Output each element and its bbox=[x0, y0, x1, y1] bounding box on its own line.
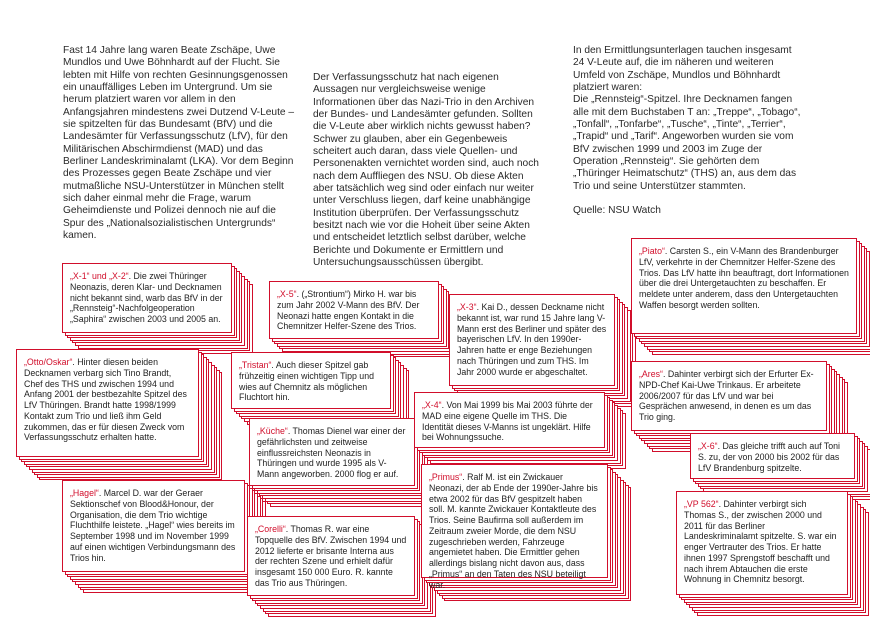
informant-description: . Von Mai 1999 bis Mai 2003 führte der MAD eine eigene Quelle im THS. Die Identität dieses V-Manns ist ungeklärt. Hilfe bei Wohnungssuche. bbox=[422, 400, 593, 443]
informant-card-vp562 bbox=[676, 491, 848, 595]
informant-description: . Thomas R. war eine Topquelle des BfV. Zwischen 1994 und 2012 lieferte er brisante Interna aus der rechten Szene und erhielt dafür insgesamt 150 000 Euro. R. kannte das Trio aus Thüringen. bbox=[255, 524, 407, 588]
informant-name: „Tristan“ bbox=[239, 360, 272, 370]
informant-card-x3 bbox=[449, 294, 615, 386]
informant-name: „Küche“ bbox=[257, 426, 288, 436]
informant-card-piato bbox=[631, 238, 857, 334]
informant-name: „X-4“ bbox=[422, 400, 442, 410]
informant-name: „X-5“ bbox=[277, 289, 297, 299]
informant-description: . („Strontium“) Mirko H. war bis zum Jahr 2002 V-Mann des BfV. Der Neonazi hatte engen Kontakt in die Chemnitzer Helfer-Szene des Trios. bbox=[277, 289, 420, 332]
informant-description: . Carsten S., ein V-Mann des Brandenburger LfV, verkehrte in der Chemnitzer Helfer-Szene des Trios. Das LfV hatte ihn beauftragt, dort Informationen über die drei Untergetauchten zu beschaffen. Er meldete unter anderem, dass den Untergetauchten Waffen besorgt werden sollten. bbox=[639, 246, 849, 310]
informant-name: „Primus“ bbox=[429, 472, 463, 482]
informant-card-corelli bbox=[247, 516, 415, 596]
informant-description: . Hinter diesen beiden Decknamen verbarg sich Tino Brandt, Chef des THS und zwischen 1994 und Anfang 2001 der bestbezahlte Spitzel des LfV Thüringen. Brandt hatte 1998/1999 Kontakt zum Trio und ließ ihm Geld zukommen, das er für diesen Zweck vom Verfassungsschutz erhalten hatte. bbox=[24, 357, 187, 443]
informant-card-x1-x2 bbox=[62, 263, 232, 333]
informant-description: . Kai D., dessen Deckname nicht bekannt ist, war rund 15 Jahre lang V-Mann erst des Berliner und später des bayerischen LfV. In den 1990er-Jahren hatte er enge Beziehungen nach Thüringen und zum THS. Im Jahr 2000 wurde er abgeschaltet. bbox=[457, 302, 607, 377]
informant-card-tristan bbox=[231, 352, 391, 409]
informant-description: . Die zwei Thüringer Neonazis, deren Klar- und Decknamen nicht bekannt sind, warb das BfV in der „Rennsteig“-Nachfolgeoperation „Saphira“ zwischen 2003 und 2005 an. bbox=[70, 271, 223, 324]
informant-name: „VP 562“ bbox=[684, 499, 719, 509]
informant-description: . Dahinter verbirgt sich Thomas S., der zwischen 2000 und 2011 für das Berliner Landeskriminalamt spitzelte. S. war ein enger Vertrauter des Trios. Er hatte ihnen 1997 Sprengstoff beschafft und nach ihrem Abtauchen die erste Wohnung in Chemnitz besorgt. bbox=[684, 499, 837, 585]
informant-name: „X-6“ bbox=[698, 441, 718, 451]
informant-name: „Corelli“ bbox=[255, 524, 286, 534]
informant-description: . Auch dieser Spitzel gab frühzeitig einen wichtigen Tipp und wies auf Chemnitz als möglichen Fluchtort hin. bbox=[239, 360, 374, 403]
informant-card-kueche bbox=[249, 418, 415, 486]
informant-name: „Otto/Oskar“ bbox=[24, 357, 73, 367]
informant-description: . Dahinter verbirgt sich der Erfurter Ex-NPD-Chef Kai-Uwe Trinkaus. Er arbeitete 2006/2007 für das LfV und war bei Gesprächen anwesend, in denen es um das Trio ging. bbox=[639, 369, 814, 422]
informant-description: . Marcel D. war der Geraer Sektionschef von Blood&Honour, der Organisation, die dem Trio wichtige Fluchthilfe leistete. „Hagel“ wies bereits im September 1998 und im November 1999 auf einen wichtigen Verbindungsmann des Trios hin. bbox=[70, 488, 236, 563]
informant-name: „X-3“ bbox=[457, 302, 477, 312]
informant-card-ares bbox=[631, 361, 827, 431]
informant-card-x6 bbox=[690, 433, 855, 479]
intro-text-column-2: Der Verfassungsschutz hat nach eigenen Aussagen nur vergleichsweise wenige Informationen über das Nazi-Trio in den Archiven der Bundes- und Landesämter gefunden. Sollten die V-Leute aber wirklich nichts gewusst haben? Schwer zu glauben, aber ein Gegenbeweis scheitert auch daran, dass viele Quellen- und Personenakten vernichtet worden sind, auch noch nach dem Auffliegen des NSU. Ob diese Akten aber tatsächlich weg sind oder einfach nur weiter unter Verschluss liegen, darf keine unabhängige Institution überprüfen. Der Verfassungsschutz besitzt nach wie vor die Hoheit über seine Akten und entscheidet letztlich selbst darüber, welche Berichte und Dokumente er Ermittlern und Untersuchungsausschüssen übergibt. bbox=[313, 72, 539, 269]
informant-description: . Ralf M. ist ein Zwickauer Neonazi, der ab Ende der 1990er-Jahre bis etwa 2002 für das BfV gespitzelt haben soll. M. kannte Zwickauer Kontaktleute des Trios. Seine Baufirma soll außerdem im Zeitraum zweier Morde, die dem NSU zugeschrieben werden, Fahrzeuge angemietet haben. Die Ermittler gehen allerdings bislang nicht davon aus, dass „Primus“ an den Taten des NSU beteiligt war. bbox=[429, 472, 598, 590]
informant-description: . Das gleiche trifft auch auf Toni S. zu, der von 2000 bis 2002 für das LfV Brandenburg spitzelte. bbox=[698, 441, 840, 473]
informant-name: „X-1“ und „X-2“ bbox=[70, 271, 129, 281]
informant-name: „Hagel“ bbox=[70, 488, 99, 498]
intro-text-column-1: Fast 14 Jahre lang waren Beate Zschäpe, Uwe Mundlos und Uwe Böhnhardt auf der Flucht. Sie lebten mit Hilfe von rechten Gesinnungsgenossen ein unauffälliges Leben im Untergrund. Um sie herum platziert waren vor allem in den Anfangsjahren mindestens zwei Dutzend V-Leute – sie spitzelten für das Bundesamt (BfV) und die Landesämter für Verfassungsschutz (LfV), für den Militärischen Abschirmdienst (MAD) und das Berliner Landeskriminalamt (LKA). Vor dem Beginn des Prozesses gegen Beate Zschäpe und vier mutmaßliche NSU-Unterstützer in München stellt sich daher einmal mehr die Frage, warum Geheimdienste und Polizei dennoch nie auf die Spur des „Nationalsozialistischen Untergrunds“ kamen. bbox=[63, 45, 295, 242]
informant-card-otto-oskar bbox=[16, 349, 199, 457]
intro-text-column-3: In den Ermittlungsunterlagen tauchen insgesamt 24 V-Leute auf, die im näheren und weiteren Umfeld von Zschäpe, Mundlos und Böhnhardt platziert waren: Die „Rennsteig“-Spitzel. Ihre Decknamen fangen alle mit dem Buchstaben T an: „Treppe“, „Tobago“, „Tonfall“, „Tonfarbe“, „Tusche“, „Tinte“, „Terrier“, „Trapid“ und „Tarif“. Angeworben wurden sie vom BfV zwischen 1999 und 2003 im Zuge der Operation „Rennsteig“. Sie gehörten dem „Thüringer Heimatschutz“ (THS) an, aus dem das Trio und seine Unterstützer stammten. Quelle: NSU Watch bbox=[573, 45, 801, 217]
informant-card-x5 bbox=[269, 281, 439, 339]
informant-description: . Thomas Dienel war einer der gefährlichsten und zeitweise einflussreichsten Neonazis in Thüringen und wurde 1995 als V-Mann angeworben. 2000 flog er auf. bbox=[257, 426, 406, 479]
informant-card-hagel bbox=[62, 480, 245, 572]
informant-name: „Piato“ bbox=[639, 246, 665, 256]
informant-card-x4 bbox=[414, 392, 605, 448]
informant-name: „Ares“ bbox=[639, 369, 663, 379]
informant-card-primus bbox=[421, 464, 608, 590]
